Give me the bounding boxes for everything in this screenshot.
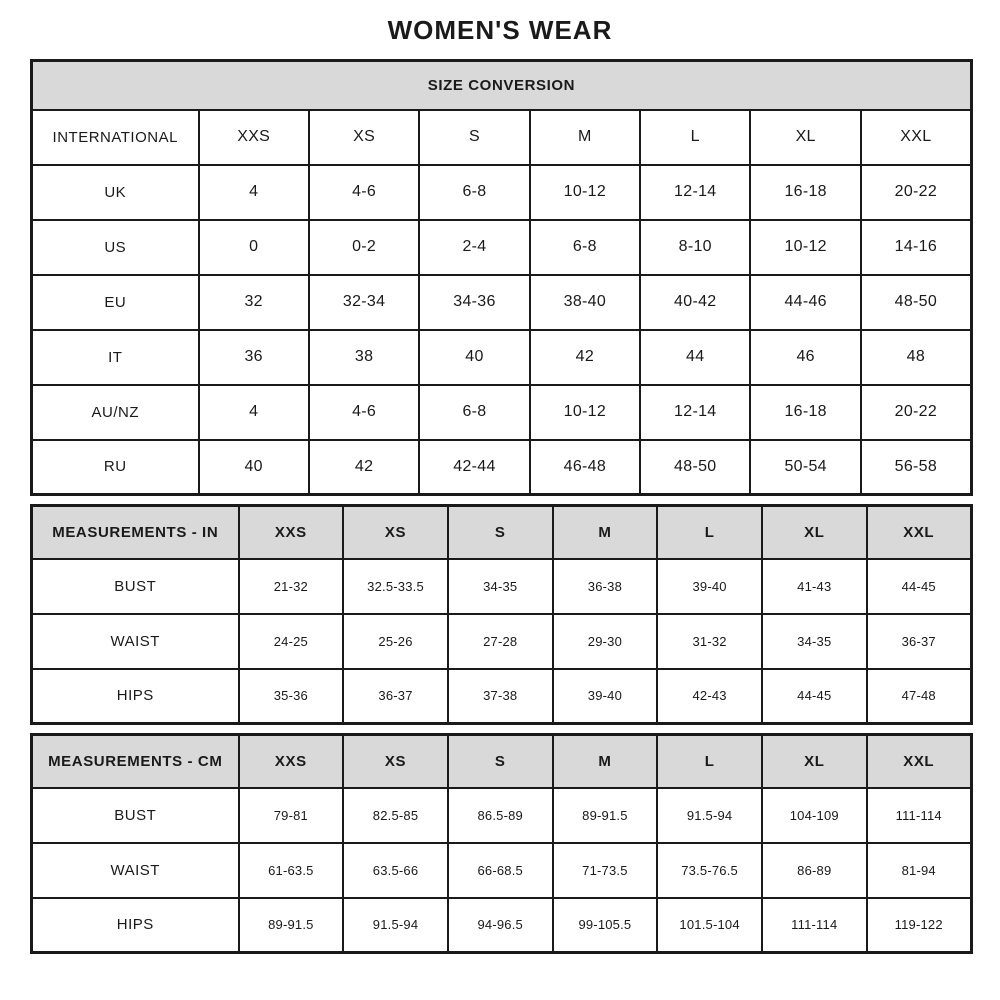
table-row <box>32 614 972 669</box>
value-cell: 48-50 <box>640 440 750 495</box>
value-cell: 42 <box>309 440 419 495</box>
size-column-header: M <box>530 110 640 165</box>
value-cell: 119-122 <box>867 898 972 953</box>
table-row <box>32 788 972 843</box>
row-label: EU <box>32 275 199 330</box>
value-cell: 20-22 <box>861 385 972 440</box>
measurements-in-header-row <box>32 506 972 559</box>
size-column-header: S <box>448 506 553 559</box>
value-cell: 2-4 <box>419 220 529 275</box>
value-cell: 35-36 <box>239 669 344 724</box>
size-column-header: XS <box>343 506 448 559</box>
value-cell: 24-25 <box>239 614 344 669</box>
size-column-header: XXS <box>239 735 344 788</box>
international-label: INTERNATIONAL <box>32 110 199 165</box>
value-cell: 36-38 <box>553 559 658 614</box>
size-column-header: XS <box>343 735 448 788</box>
value-cell: 6-8 <box>419 385 529 440</box>
row-label: BUST <box>32 559 239 614</box>
value-cell: 71-73.5 <box>553 843 658 898</box>
value-cell: 42 <box>530 330 640 385</box>
row-label: WAIST <box>32 843 239 898</box>
size-column-header: M <box>553 735 658 788</box>
row-label: BUST <box>32 788 239 843</box>
value-cell: 48-50 <box>861 275 972 330</box>
value-cell: 32.5-33.5 <box>343 559 448 614</box>
value-cell: 0-2 <box>309 220 419 275</box>
value-cell: 34-35 <box>762 614 867 669</box>
value-cell: 101.5-104 <box>657 898 762 953</box>
size-column-header: XL <box>750 110 860 165</box>
value-cell: 34-36 <box>419 275 529 330</box>
table-row <box>32 669 972 724</box>
table-row <box>32 220 972 275</box>
size-column-header: XL <box>762 506 867 559</box>
table-title: MEASUREMENTS - IN <box>32 506 239 559</box>
value-cell: 34-35 <box>448 559 553 614</box>
value-cell: 16-18 <box>750 165 860 220</box>
value-cell: 56-58 <box>861 440 972 495</box>
measurements-cm-table <box>30 733 973 954</box>
value-cell: 38 <box>309 330 419 385</box>
value-cell: 4-6 <box>309 385 419 440</box>
value-cell: 4 <box>199 385 309 440</box>
value-cell: 27-28 <box>448 614 553 669</box>
value-cell: 73.5-76.5 <box>657 843 762 898</box>
value-cell: 6-8 <box>530 220 640 275</box>
table-row <box>32 330 972 385</box>
size-conversion-banner-row <box>32 61 972 110</box>
size-header-row <box>32 110 972 165</box>
value-cell: 32-34 <box>309 275 419 330</box>
size-column-header: XXL <box>867 506 972 559</box>
value-cell: 31-32 <box>657 614 762 669</box>
value-cell: 38-40 <box>530 275 640 330</box>
value-cell: 40 <box>419 330 529 385</box>
value-cell: 32 <box>199 275 309 330</box>
value-cell: 4 <box>199 165 309 220</box>
value-cell: 82.5-85 <box>343 788 448 843</box>
row-label: HIPS <box>32 898 239 953</box>
value-cell: 99-105.5 <box>553 898 658 953</box>
value-cell: 46-48 <box>530 440 640 495</box>
value-cell: 44 <box>640 330 750 385</box>
value-cell: 20-22 <box>861 165 972 220</box>
value-cell: 39-40 <box>657 559 762 614</box>
value-cell: 12-14 <box>640 165 750 220</box>
value-cell: 63.5-66 <box>343 843 448 898</box>
row-label: RU <box>32 440 199 495</box>
value-cell: 111-114 <box>867 788 972 843</box>
measurements-cm-header-row <box>32 735 972 788</box>
size-conversion-table <box>30 59 973 496</box>
value-cell: 25-26 <box>343 614 448 669</box>
value-cell: 91.5-94 <box>343 898 448 953</box>
value-cell: 47-48 <box>867 669 972 724</box>
value-cell: 86-89 <box>762 843 867 898</box>
row-label: UK <box>32 165 199 220</box>
value-cell: 10-12 <box>750 220 860 275</box>
value-cell: 10-12 <box>530 165 640 220</box>
value-cell: 81-94 <box>867 843 972 898</box>
value-cell: 104-109 <box>762 788 867 843</box>
table-row <box>32 440 972 495</box>
value-cell: 41-43 <box>762 559 867 614</box>
value-cell: 44-45 <box>762 669 867 724</box>
value-cell: 46 <box>750 330 860 385</box>
value-cell: 21-32 <box>239 559 344 614</box>
value-cell: 61-63.5 <box>239 843 344 898</box>
value-cell: 39-40 <box>553 669 658 724</box>
value-cell: 44-45 <box>867 559 972 614</box>
page-title: WOMEN'S WEAR <box>387 15 613 45</box>
table-title: MEASUREMENTS - CM <box>32 735 239 788</box>
value-cell: 40-42 <box>640 275 750 330</box>
value-cell: 86.5-89 <box>448 788 553 843</box>
table-row <box>32 559 972 614</box>
value-cell: 16-18 <box>750 385 860 440</box>
row-label: US <box>32 220 199 275</box>
size-column-header: XL <box>762 735 867 788</box>
value-cell: 36 <box>199 330 309 385</box>
table-row <box>32 898 972 953</box>
value-cell: 36-37 <box>343 669 448 724</box>
row-label: HIPS <box>32 669 239 724</box>
value-cell: 89-91.5 <box>553 788 658 843</box>
table-row <box>32 385 972 440</box>
value-cell: 37-38 <box>448 669 553 724</box>
value-cell: 29-30 <box>553 614 658 669</box>
value-cell: 42-43 <box>657 669 762 724</box>
value-cell: 111-114 <box>762 898 867 953</box>
size-column-header: M <box>553 506 658 559</box>
size-column-header: XXS <box>239 506 344 559</box>
size-column-header: XS <box>309 110 419 165</box>
value-cell: 10-12 <box>530 385 640 440</box>
size-column-header: XXL <box>867 735 972 788</box>
value-cell: 89-91.5 <box>239 898 344 953</box>
value-cell: 36-37 <box>867 614 972 669</box>
value-cell: 66-68.5 <box>448 843 553 898</box>
value-cell: 44-46 <box>750 275 860 330</box>
value-cell: 12-14 <box>640 385 750 440</box>
size-column-header: XXL <box>861 110 972 165</box>
size-column-header: XXS <box>199 110 309 165</box>
table-row <box>32 165 972 220</box>
value-cell: 48 <box>861 330 972 385</box>
size-chart-page <box>0 16 1000 972</box>
size-column-header: L <box>640 110 750 165</box>
table-row <box>32 843 972 898</box>
value-cell: 50-54 <box>750 440 860 495</box>
table-title: SIZE CONVERSION <box>32 61 972 110</box>
size-column-header: S <box>419 110 529 165</box>
value-cell: 6-8 <box>419 165 529 220</box>
row-label: IT <box>32 330 199 385</box>
value-cell: 42-44 <box>419 440 529 495</box>
row-label: WAIST <box>32 614 239 669</box>
size-column-header: L <box>657 735 762 788</box>
row-label: AU/NZ <box>32 385 199 440</box>
size-column-header: L <box>657 506 762 559</box>
value-cell: 8-10 <box>640 220 750 275</box>
table-row <box>32 275 972 330</box>
value-cell: 4-6 <box>309 165 419 220</box>
value-cell: 14-16 <box>861 220 972 275</box>
value-cell: 40 <box>199 440 309 495</box>
value-cell: 79-81 <box>239 788 344 843</box>
value-cell: 91.5-94 <box>657 788 762 843</box>
value-cell: 0 <box>199 220 309 275</box>
measurements-in-table <box>30 504 973 725</box>
value-cell: 94-96.5 <box>448 898 553 953</box>
size-column-header: S <box>448 735 553 788</box>
